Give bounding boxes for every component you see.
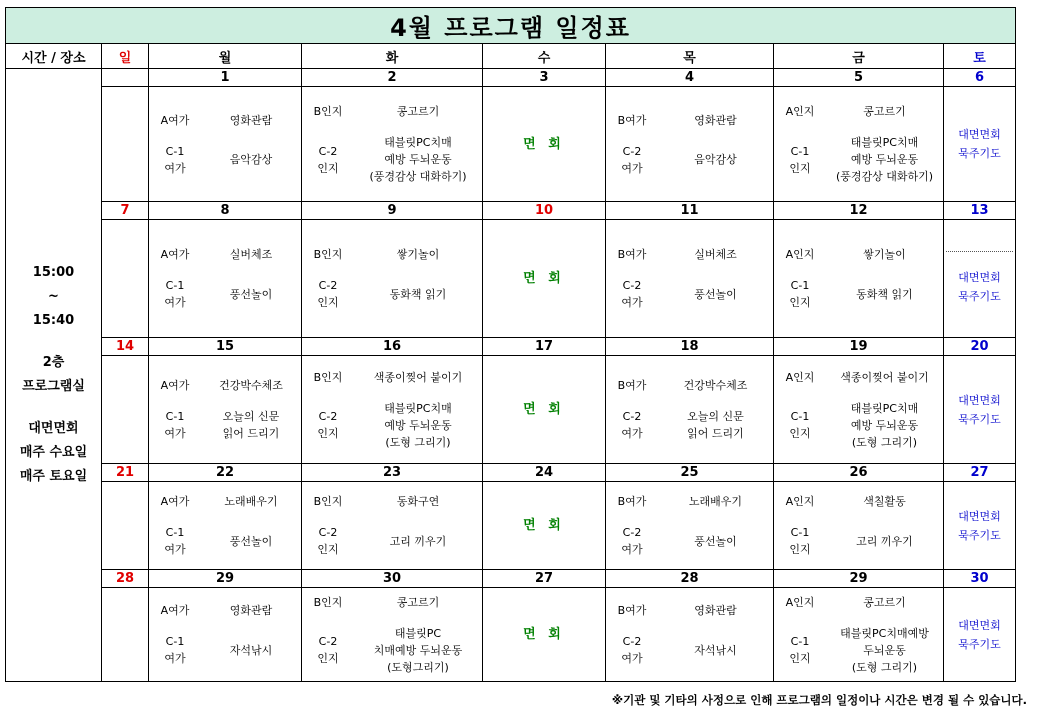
activity-name: 노래배우기 bbox=[224, 495, 278, 508]
activity-name: 색종이찢어 붙이기 bbox=[373, 370, 463, 384]
date-cell: 17 bbox=[483, 338, 606, 356]
date-cell: 3 bbox=[483, 69, 606, 87]
day-cell-tue bbox=[302, 588, 483, 682]
day-header-tue: 화 bbox=[302, 44, 483, 69]
schedule-table bbox=[5, 7, 1016, 682]
spacer bbox=[6, 333, 101, 351]
saturday-cell bbox=[944, 588, 1016, 682]
day-cell-fri bbox=[774, 87, 944, 202]
sunday-cell bbox=[102, 482, 149, 570]
day-cell-tue bbox=[302, 87, 483, 202]
sunday-cell bbox=[102, 87, 149, 202]
activity-line bbox=[302, 524, 482, 558]
activity-line bbox=[774, 103, 943, 120]
activity-line bbox=[149, 277, 301, 311]
activity-name bbox=[658, 642, 773, 659]
day-cell-mon bbox=[149, 220, 302, 338]
day-header-fri: 금 bbox=[774, 44, 944, 69]
activity-name bbox=[658, 533, 773, 550]
activity-text: 고리 끼우기 bbox=[856, 534, 913, 548]
date-cell: 2 bbox=[302, 69, 483, 87]
sunday-cell bbox=[102, 220, 149, 338]
visit-label: 면 회 bbox=[523, 402, 565, 417]
day-cell-tue bbox=[302, 356, 483, 464]
room: 프로그램실 bbox=[22, 379, 85, 394]
activity-text: 오늘의 신문 bbox=[687, 410, 744, 423]
activity-text: (도형 그리기) bbox=[851, 435, 918, 449]
group-tag: C-2 여가 bbox=[621, 526, 643, 556]
activity-text: 풍선놀이 bbox=[229, 287, 273, 301]
saturday-text: 묵주기도 bbox=[958, 528, 1001, 542]
group-tag: A인지 bbox=[785, 370, 815, 384]
saturday-text: 대면면회 bbox=[958, 393, 1001, 407]
activity-line bbox=[774, 493, 943, 510]
visit-title: 대면면회 bbox=[28, 421, 79, 436]
day-header-mon: 월 bbox=[149, 44, 302, 69]
date-cell: 6 bbox=[944, 69, 1016, 87]
activity-text: 태블릿PC치매 bbox=[850, 401, 919, 415]
group-tag: C-1 여가 bbox=[164, 635, 186, 665]
visit-wed: 매주 수요일 bbox=[19, 445, 88, 460]
activity-text: 읽어 드리기 bbox=[222, 427, 280, 440]
activity-line bbox=[149, 143, 301, 177]
date-cell: 10 bbox=[483, 202, 606, 220]
saturday-cell bbox=[944, 220, 1016, 338]
day-header-row bbox=[6, 44, 1016, 69]
activity-name: 영화관람 bbox=[694, 113, 737, 127]
saturday-cell bbox=[944, 356, 1016, 464]
group-tag: C-1 여가 bbox=[164, 526, 186, 556]
day-header-sun: 일 bbox=[102, 44, 149, 69]
day-cell-wed bbox=[483, 482, 606, 570]
day-cell-thu bbox=[606, 588, 774, 682]
activity-name: 영화관람 bbox=[694, 604, 737, 617]
group-tag: C-1 인지 bbox=[789, 144, 811, 175]
activity-name: 콩고르기 bbox=[396, 105, 440, 118]
day-cell-fri bbox=[774, 220, 944, 338]
activity-name bbox=[658, 408, 773, 442]
date-cell: 13 bbox=[944, 202, 1016, 220]
activity-name: 건강박수체조 bbox=[219, 379, 283, 392]
activity-text: 음악감상 bbox=[694, 153, 737, 166]
activity-line bbox=[149, 246, 301, 263]
visit-sat: 매주 토요일 bbox=[19, 469, 88, 484]
saturday-cell bbox=[944, 482, 1016, 570]
activity-text: 자석낚시 bbox=[229, 643, 273, 657]
day-cell-wed bbox=[483, 220, 606, 338]
activity-name: 쌓기놀이 bbox=[863, 248, 906, 261]
sunday-cell bbox=[102, 356, 149, 464]
group-tag: B여가 bbox=[617, 113, 647, 127]
date-cell: 20 bbox=[944, 338, 1016, 356]
activity-text: 예방 두뇌운동 bbox=[850, 418, 919, 432]
date-cell: 19 bbox=[774, 338, 944, 356]
activity-text: 태블릿PC치매 bbox=[384, 401, 452, 415]
activity-line bbox=[774, 277, 943, 311]
activity-line bbox=[774, 400, 943, 451]
group-tag: B인지 bbox=[313, 248, 343, 261]
group-tag: B인지 bbox=[313, 105, 343, 118]
activity-name bbox=[354, 533, 482, 550]
day-cell-mon bbox=[149, 87, 302, 202]
day-cell-tue bbox=[302, 220, 483, 338]
activity-text: 음악감상 bbox=[229, 153, 273, 166]
activity-name: 실버체조 bbox=[229, 248, 273, 261]
day-header-wed: 수 bbox=[483, 44, 606, 69]
date-cell: 27 bbox=[944, 464, 1016, 482]
activity-line bbox=[774, 524, 943, 558]
activity-name bbox=[201, 151, 301, 168]
date-cell: 18 bbox=[606, 338, 774, 356]
date-cell: 29 bbox=[774, 570, 944, 588]
activity-name bbox=[826, 625, 943, 676]
day-cell-fri bbox=[774, 588, 944, 682]
activity-text: (도형그리기) bbox=[387, 660, 449, 674]
activity-row bbox=[6, 87, 1016, 202]
date-cell: 8 bbox=[149, 202, 302, 220]
day-cell-thu bbox=[606, 356, 774, 464]
activity-name bbox=[658, 151, 773, 168]
visit-label: 면 회 bbox=[523, 271, 565, 286]
group-tag: B여가 bbox=[617, 248, 647, 261]
date-row bbox=[6, 202, 1016, 220]
group-tag: C-1 인지 bbox=[789, 635, 811, 665]
activity-row bbox=[6, 588, 1016, 682]
activity-text: (풍경감상 대화하기) bbox=[835, 170, 934, 183]
day-cell-thu bbox=[606, 482, 774, 570]
activity-line bbox=[606, 524, 773, 558]
day-cell-wed bbox=[483, 588, 606, 682]
activity-name: 영화관람 bbox=[229, 604, 273, 617]
spacer bbox=[6, 399, 101, 417]
activity-name: 실버체조 bbox=[694, 248, 737, 261]
activity-name: 영화관람 bbox=[229, 113, 273, 127]
activity-name: 쌓기놀이 bbox=[396, 248, 440, 261]
group-tag: A인지 bbox=[785, 105, 815, 118]
activity-line bbox=[774, 134, 943, 185]
saturday-text: 묵주기도 bbox=[958, 290, 1001, 303]
activity-line bbox=[606, 246, 773, 263]
group-tag: C-1 여가 bbox=[164, 410, 186, 440]
group-tag: C-1 여가 bbox=[164, 144, 186, 175]
activity-text: 고리 끼우기 bbox=[389, 534, 447, 548]
date-cell: 4 bbox=[606, 69, 774, 87]
group-tag: C-2 인지 bbox=[317, 144, 339, 175]
group-tag: C-2 인지 bbox=[317, 279, 339, 309]
activity-text: 태블릿PC치매예방 bbox=[840, 626, 929, 640]
saturday-text: 묵주기도 bbox=[958, 637, 1001, 651]
activity-name: 색종이찢어 붙이기 bbox=[840, 370, 929, 384]
group-tag: A여가 bbox=[160, 379, 190, 392]
activity-line bbox=[302, 369, 482, 386]
group-tag: A여가 bbox=[160, 248, 190, 261]
divider bbox=[946, 251, 1013, 252]
activity-row bbox=[6, 220, 1016, 338]
group-tag: C-2 여가 bbox=[621, 279, 643, 309]
date-row bbox=[6, 570, 1016, 588]
date-cell: 12 bbox=[774, 202, 944, 220]
activity-line bbox=[606, 377, 773, 394]
activity-name: 노래배우기 bbox=[688, 495, 743, 508]
group-tag: C-1 인지 bbox=[789, 526, 811, 556]
day-header-sat: 토 bbox=[944, 44, 1016, 69]
day-cell-wed bbox=[483, 356, 606, 464]
activity-line bbox=[149, 633, 301, 667]
group-tag: B여가 bbox=[617, 604, 647, 617]
activity-line bbox=[149, 377, 301, 394]
activity-text: 풍선놀이 bbox=[229, 534, 273, 548]
activity-line bbox=[302, 134, 482, 185]
activity-text: 동화책 읽기 bbox=[856, 287, 913, 301]
group-tag: A여가 bbox=[160, 604, 190, 617]
activity-line bbox=[606, 493, 773, 510]
activity-text: 태블릿PC치매 bbox=[384, 136, 452, 149]
activity-text: 치매예방 두뇌운동 bbox=[373, 643, 463, 657]
sunday-cell bbox=[102, 588, 149, 682]
date-cell: 30 bbox=[944, 570, 1016, 588]
activity-line bbox=[149, 602, 301, 619]
group-tag: B인지 bbox=[313, 595, 343, 609]
activity-name bbox=[201, 642, 301, 659]
activity-text: 풍선놀이 bbox=[694, 287, 737, 301]
activity-text: 오늘의 신문 bbox=[222, 410, 280, 423]
date-cell: 14 bbox=[102, 338, 149, 356]
group-tag: A인지 bbox=[785, 495, 815, 508]
activity-name bbox=[354, 134, 482, 185]
date-cell: 5 bbox=[774, 69, 944, 87]
activity-line bbox=[149, 524, 301, 558]
saturday-text: 대면면회 bbox=[958, 128, 1001, 141]
date-row bbox=[6, 69, 1016, 87]
activity-name bbox=[201, 286, 301, 303]
activity-line bbox=[302, 246, 482, 263]
activity-name: 콩고르기 bbox=[396, 595, 440, 609]
activity-name bbox=[354, 400, 482, 451]
date-cell: 28 bbox=[102, 570, 149, 588]
date-cell: 26 bbox=[774, 464, 944, 482]
group-tag: C-2 여가 bbox=[621, 635, 643, 665]
saturday-text: 대면면회 bbox=[958, 271, 1001, 284]
day-cell-mon bbox=[149, 588, 302, 682]
activity-line bbox=[774, 625, 943, 676]
date-cell: 16 bbox=[302, 338, 483, 356]
group-tag: C-2 인지 bbox=[317, 526, 339, 556]
day-cell-thu bbox=[606, 87, 774, 202]
activity-line bbox=[606, 277, 773, 311]
activity-text: (도형 그리기) bbox=[851, 660, 918, 674]
time-place-header: 시간 / 장소 bbox=[6, 44, 102, 69]
activity-line bbox=[606, 602, 773, 619]
visit-label: 면 회 bbox=[523, 627, 565, 642]
saturday-text: 묵주기도 bbox=[958, 147, 1001, 160]
date-cell: 30 bbox=[302, 570, 483, 588]
activity-text: 예방 두뇌운동 bbox=[384, 418, 452, 432]
activity-text: 동화책 읽기 bbox=[389, 287, 447, 301]
date-cell: 27 bbox=[483, 570, 606, 588]
activity-line bbox=[149, 408, 301, 442]
activity-line bbox=[302, 277, 482, 311]
group-tag: C-2 여가 bbox=[621, 144, 643, 175]
date-cell: 24 bbox=[483, 464, 606, 482]
visit-label: 면 회 bbox=[523, 136, 565, 152]
activity-line bbox=[149, 112, 301, 129]
date-cell: 9 bbox=[302, 202, 483, 220]
activity-name bbox=[826, 400, 943, 451]
group-tag: A여가 bbox=[160, 495, 190, 508]
day-cell-fri bbox=[774, 356, 944, 464]
activity-line bbox=[606, 112, 773, 129]
date-cell bbox=[102, 69, 149, 87]
floor: 2층 bbox=[42, 355, 65, 370]
activity-text: 예방 두뇌운동 bbox=[850, 153, 919, 166]
footnote: ※기관 및 기타의 사정으로 인해 프로그램의 일정이나 시간은 변경 될 수 있습니다. bbox=[611, 693, 1027, 707]
time-place-cell bbox=[6, 69, 102, 682]
time-start: 15:00 bbox=[32, 265, 75, 280]
activity-line bbox=[302, 594, 482, 611]
saturday-cell bbox=[944, 87, 1016, 202]
day-cell-wed bbox=[483, 87, 606, 202]
activity-line bbox=[302, 493, 482, 510]
group-tag: B인지 bbox=[313, 370, 343, 384]
date-cell: 15 bbox=[149, 338, 302, 356]
activity-line bbox=[774, 369, 943, 386]
day-cell-thu bbox=[606, 220, 774, 338]
date-cell: 11 bbox=[606, 202, 774, 220]
activity-row bbox=[6, 482, 1016, 570]
group-tag: B여가 bbox=[617, 495, 647, 508]
date-row bbox=[6, 338, 1016, 356]
group-tag: B여가 bbox=[617, 379, 647, 392]
day-cell-mon bbox=[149, 356, 302, 464]
activity-line bbox=[774, 246, 943, 263]
activity-text: 두뇌운동 bbox=[863, 643, 906, 657]
date-cell: 7 bbox=[102, 202, 149, 220]
date-cell: 23 bbox=[302, 464, 483, 482]
activity-name bbox=[201, 408, 301, 442]
date-row bbox=[6, 464, 1016, 482]
activity-line bbox=[606, 143, 773, 177]
day-cell-mon bbox=[149, 482, 302, 570]
activity-text: 태블릿PC bbox=[394, 626, 442, 640]
activity-text: 읽어 드리기 bbox=[687, 427, 744, 440]
activity-name: 콩고르기 bbox=[863, 105, 906, 118]
group-tag: C-2 인지 bbox=[317, 410, 339, 440]
group-tag: C-2 여가 bbox=[621, 410, 643, 440]
saturday-text: 묵주기도 bbox=[958, 412, 1001, 426]
saturday-text: 대면면회 bbox=[958, 509, 1001, 523]
activity-line bbox=[606, 408, 773, 442]
group-tag: B인지 bbox=[313, 495, 343, 508]
day-cell-tue bbox=[302, 482, 483, 570]
saturday-text: 대면면회 bbox=[958, 618, 1001, 632]
group-tag: C-1 인지 bbox=[789, 279, 811, 309]
activity-line bbox=[302, 400, 482, 451]
date-cell: 29 bbox=[149, 570, 302, 588]
activity-name bbox=[658, 286, 773, 303]
date-cell: 1 bbox=[149, 69, 302, 87]
date-cell: 21 bbox=[102, 464, 149, 482]
page-title: 4월 프로그램 일정표 bbox=[6, 8, 1016, 44]
activity-line bbox=[774, 594, 943, 611]
group-tag: C-1 여가 bbox=[164, 279, 186, 309]
date-cell: 22 bbox=[149, 464, 302, 482]
activity-name: 콩고르기 bbox=[863, 595, 906, 609]
activity-name: 색칠활동 bbox=[863, 495, 906, 508]
activity-row bbox=[6, 356, 1016, 464]
activity-line bbox=[149, 493, 301, 510]
date-cell: 25 bbox=[606, 464, 774, 482]
activity-text: 태블릿PC치매 bbox=[850, 136, 919, 149]
activity-line bbox=[302, 625, 482, 676]
activity-name bbox=[354, 286, 482, 303]
activity-name bbox=[826, 134, 943, 185]
activity-name bbox=[826, 533, 943, 550]
day-cell-fri bbox=[774, 482, 944, 570]
group-tag: C-1 인지 bbox=[789, 410, 811, 440]
activity-name: 건강박수체조 bbox=[683, 379, 748, 392]
activity-name: 동화구연 bbox=[396, 495, 440, 508]
group-tag: A여가 bbox=[160, 113, 190, 127]
date-cell: 28 bbox=[606, 570, 774, 588]
activity-text: (풍경감상 대화하기) bbox=[369, 170, 467, 183]
tilde: ~ bbox=[48, 289, 59, 304]
group-tag: A인지 bbox=[785, 248, 815, 261]
activity-text: 예방 두뇌운동 bbox=[384, 153, 452, 166]
activity-line bbox=[606, 633, 773, 667]
activity-line bbox=[302, 103, 482, 120]
activity-name bbox=[201, 533, 301, 550]
activity-text: (도형 그리기) bbox=[385, 435, 451, 449]
activity-text: 풍선놀이 bbox=[694, 534, 737, 548]
activity-name bbox=[826, 286, 943, 303]
activity-text: 자석낚시 bbox=[694, 643, 737, 657]
group-tag: C-2 인지 bbox=[317, 635, 339, 665]
activity-name bbox=[354, 625, 482, 676]
day-header-thu: 목 bbox=[606, 44, 774, 69]
group-tag: A인지 bbox=[785, 595, 815, 609]
visit-label: 면 회 bbox=[523, 518, 565, 533]
time-end: 15:40 bbox=[32, 313, 75, 328]
